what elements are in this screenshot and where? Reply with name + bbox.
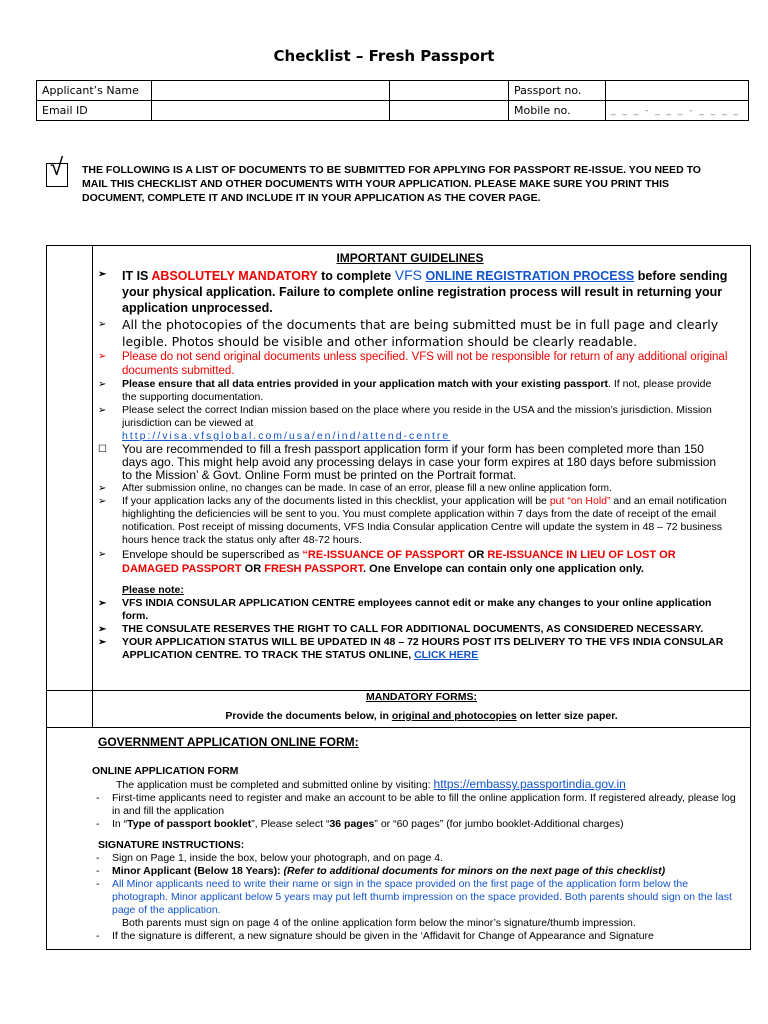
applicant-name-label: Applicant’s Name <box>37 81 152 101</box>
online-registration-link[interactable]: ONLINE REGISTRATION PROCESS <box>425 269 635 283</box>
mandatory-forms-box <box>46 689 751 728</box>
guidelines-content <box>92 252 728 662</box>
government-form-box <box>46 727 751 950</box>
mobile-label: Mobile no. <box>509 101 606 121</box>
note-3: ➢ YOUR APPLICATION STATUS WILL BE UPDATED IN 48 – 72 HOURS POST ITS DELIVERY TO THE VFS INDIA CONSULAR APPLICATION CENTRE. TO TRACK THE STATUS ONLINE, CLICK HERE <box>98 636 724 661</box>
register-instruction: - First-time applicants need to register and make an account to be able to fill the online application form. If registered already, please log in and fill the application <box>96 792 736 817</box>
note-1: ➢ VFS INDIA CONSULAR APPLICATION CENTRE employees cannot edit or make any changes to your online application form. <box>98 597 712 622</box>
arrow-bullet-icon: ➢ <box>98 351 107 362</box>
signature-1: - Sign on Page 1, inside the box, below your photograph, and on page 4. <box>96 852 443 864</box>
government-form-heading: GOVERNMENT APPLICATION ONLINE FORM: <box>98 735 359 749</box>
arrow-bullet-icon: ➢ <box>98 549 107 560</box>
signature-3: - All Minor applicants need to write their name or sign in the space provided on the first page of the application form below the photograph. Minor applicant below 5 years may put left thumb impression on the space provided. Both parents should sign on the last page of the application. <box>96 878 732 916</box>
mandatory-heading: MANDATORY FORMS: <box>365 691 478 703</box>
guideline-3: ➢ Please do not send original documents unless specified. VFS will not be responsible for return of any additional original documents submitted. <box>98 351 728 377</box>
booklet-instruction: - In “Type of passport booklet”, Please select “36 pages” or “60 pages” (for jumbo booklet-Additional charges) <box>96 818 624 830</box>
attend-centre-link[interactable]: http://visa.vfsglobal.com/usa/en/ind/attend-centre <box>122 430 451 442</box>
arrow-bullet-icon: ➢ <box>98 319 107 330</box>
online-form-line: The application must be completed and submitted online by visiting: https://embassy.passportindia.gov.in <box>116 777 626 791</box>
arrow-bullet-icon: ➢ <box>98 405 107 416</box>
guideline-1: ➢ IT IS ABSOLUTELY MANDATORY to complete VFS ONLINE REGISTRATION PROCESS before sending your physical application. Failure to complete online registration process will result in returning your application unprocessed. <box>98 267 728 315</box>
checkmark-icon: √ <box>46 163 68 187</box>
guideline-6: ☐ You are recommended to fill a fresh passport application form if your form has been completed more than 150 days ago. This might help avoid any processing delays in case your form expires at 180 days before submission to the Mission’ & Govt. Online Form must be printed on the Portrait format. <box>98 442 717 482</box>
guideline-9: ➢ Envelope should be superscribed as “RE-ISSUANCE OF PASSPORT OR RE-ISSUANCE IN LIEU OF LOST OR DAMAGED PASSPORT OR FRESH PASSPORT. One Envelope can contain only one application only. <box>98 549 676 575</box>
email-field-2[interactable] <box>390 101 509 121</box>
signature-heading: SIGNATURE INSTRUCTIONS: <box>98 839 245 851</box>
signature-2: - Minor Applicant (Below 18 Years): (Refer to additional documents for minors on the next page of this checklist) <box>96 865 666 877</box>
arrow-bullet-icon: ➢ <box>98 637 107 648</box>
guideline-8: ➢ If your application lacks any of the documents listed in this checklist, your application will be put “on Hold” and an email notification highlighting the deficiencies will be sent to you. You must complete application within 7 days from the date of receipt of the email notification. Post receipt of missing documents, VFS India Consular application Centre will update the system in 48 – 72 business hours hence track the status only after 48-72 hours. <box>98 495 727 546</box>
guideline-4: ➢ Please ensure that all data entries provided in your application match with your existing passport. If not, please provide the supporting documentation. <box>98 378 712 403</box>
government-form-content <box>92 765 742 943</box>
guideline-2: ➢ All the photocopies of the documents that are being submitted must be in full page and clearly legible. Photos should be visible and other information should be clearly readable. <box>98 317 719 349</box>
mobile-field[interactable]: _ _ _ - _ _ _ - _ _ _ _ <box>606 101 749 121</box>
applicant-info-table <box>36 80 749 121</box>
passport-india-link[interactable]: https://embassy.passportindia.gov.in <box>433 777 626 791</box>
signature-4: Both parents must sign on page 4 of the online application form below the minor’s signature/thumb impression. <box>122 917 636 929</box>
guidelines-left-column <box>47 246 93 690</box>
mandatory-left-column <box>47 689 93 727</box>
mandatory-text: Provide the documents below, in original and photocopies on letter size paper. <box>225 710 618 722</box>
page-title: Checklist – Fresh Passport <box>273 47 495 65</box>
arrow-bullet-icon: ➢ <box>98 483 107 494</box>
arrow-bullet-icon: ➢ <box>98 269 107 280</box>
applicant-name-field[interactable] <box>152 81 390 101</box>
online-form-subheading: ONLINE APPLICATION FORM <box>92 765 239 777</box>
email-label: Email ID <box>37 101 152 121</box>
note-heading: Please note: <box>122 584 184 596</box>
track-status-link[interactable]: CLICK HERE <box>414 649 479 661</box>
guideline-7: ➢ After submission online, no changes can be made. In case of an error, please fill a new online application form. <box>98 483 612 494</box>
note-2: ➢ THE CONSULATE RESERVES THE RIGHT TO CALL FOR ADDITIONAL DOCUMENTS, AS CONSIDERED NECESSARY. <box>98 623 704 635</box>
intro-text: THE FOLLOWING IS A LIST OF DOCUMENTS TO BE SUBMITTED FOR APPLYING FOR PASSPORT RE-ISSUE. YOU NEED TO MAIL THIS CHECKLIST AND OTHER DOCUMENTS WITH YOUR APPLICATION. PLEASE MAKE SURE YOU PRINT THIS DOCUMENT, COMPLETE IT AND INCLUDE IT IN YOUR APPLICATION AS THE COVER PAGE. <box>82 164 701 204</box>
guidelines-heading: IMPORTANT GUIDELINES <box>336 251 484 265</box>
passport-no-label: Passport no. <box>509 81 606 101</box>
signature-5: - If the signature is different, a new signature should be given in the ‘Affidavit for Change of Appearance and Signature <box>96 930 654 942</box>
arrow-bullet-icon: ➢ <box>98 598 107 609</box>
arrow-bullet-icon: ➢ <box>98 379 107 390</box>
applicant-name-field-2[interactable] <box>390 81 509 101</box>
email-field[interactable] <box>152 101 390 121</box>
guideline-5: ➢ Please select the correct Indian mission based on the place where you reside in the USA and the mission’s jurisdiction. Mission jurisdiction can be viewed at http://visa.vfsglobal.com/usa/en/ind/attend-centre <box>98 404 712 442</box>
passport-no-field[interactable] <box>606 81 749 101</box>
arrow-bullet-icon: ➢ <box>98 496 107 507</box>
empty-box-bullet-icon: ☐ <box>98 444 107 455</box>
arrow-bullet-icon: ➢ <box>98 624 107 635</box>
